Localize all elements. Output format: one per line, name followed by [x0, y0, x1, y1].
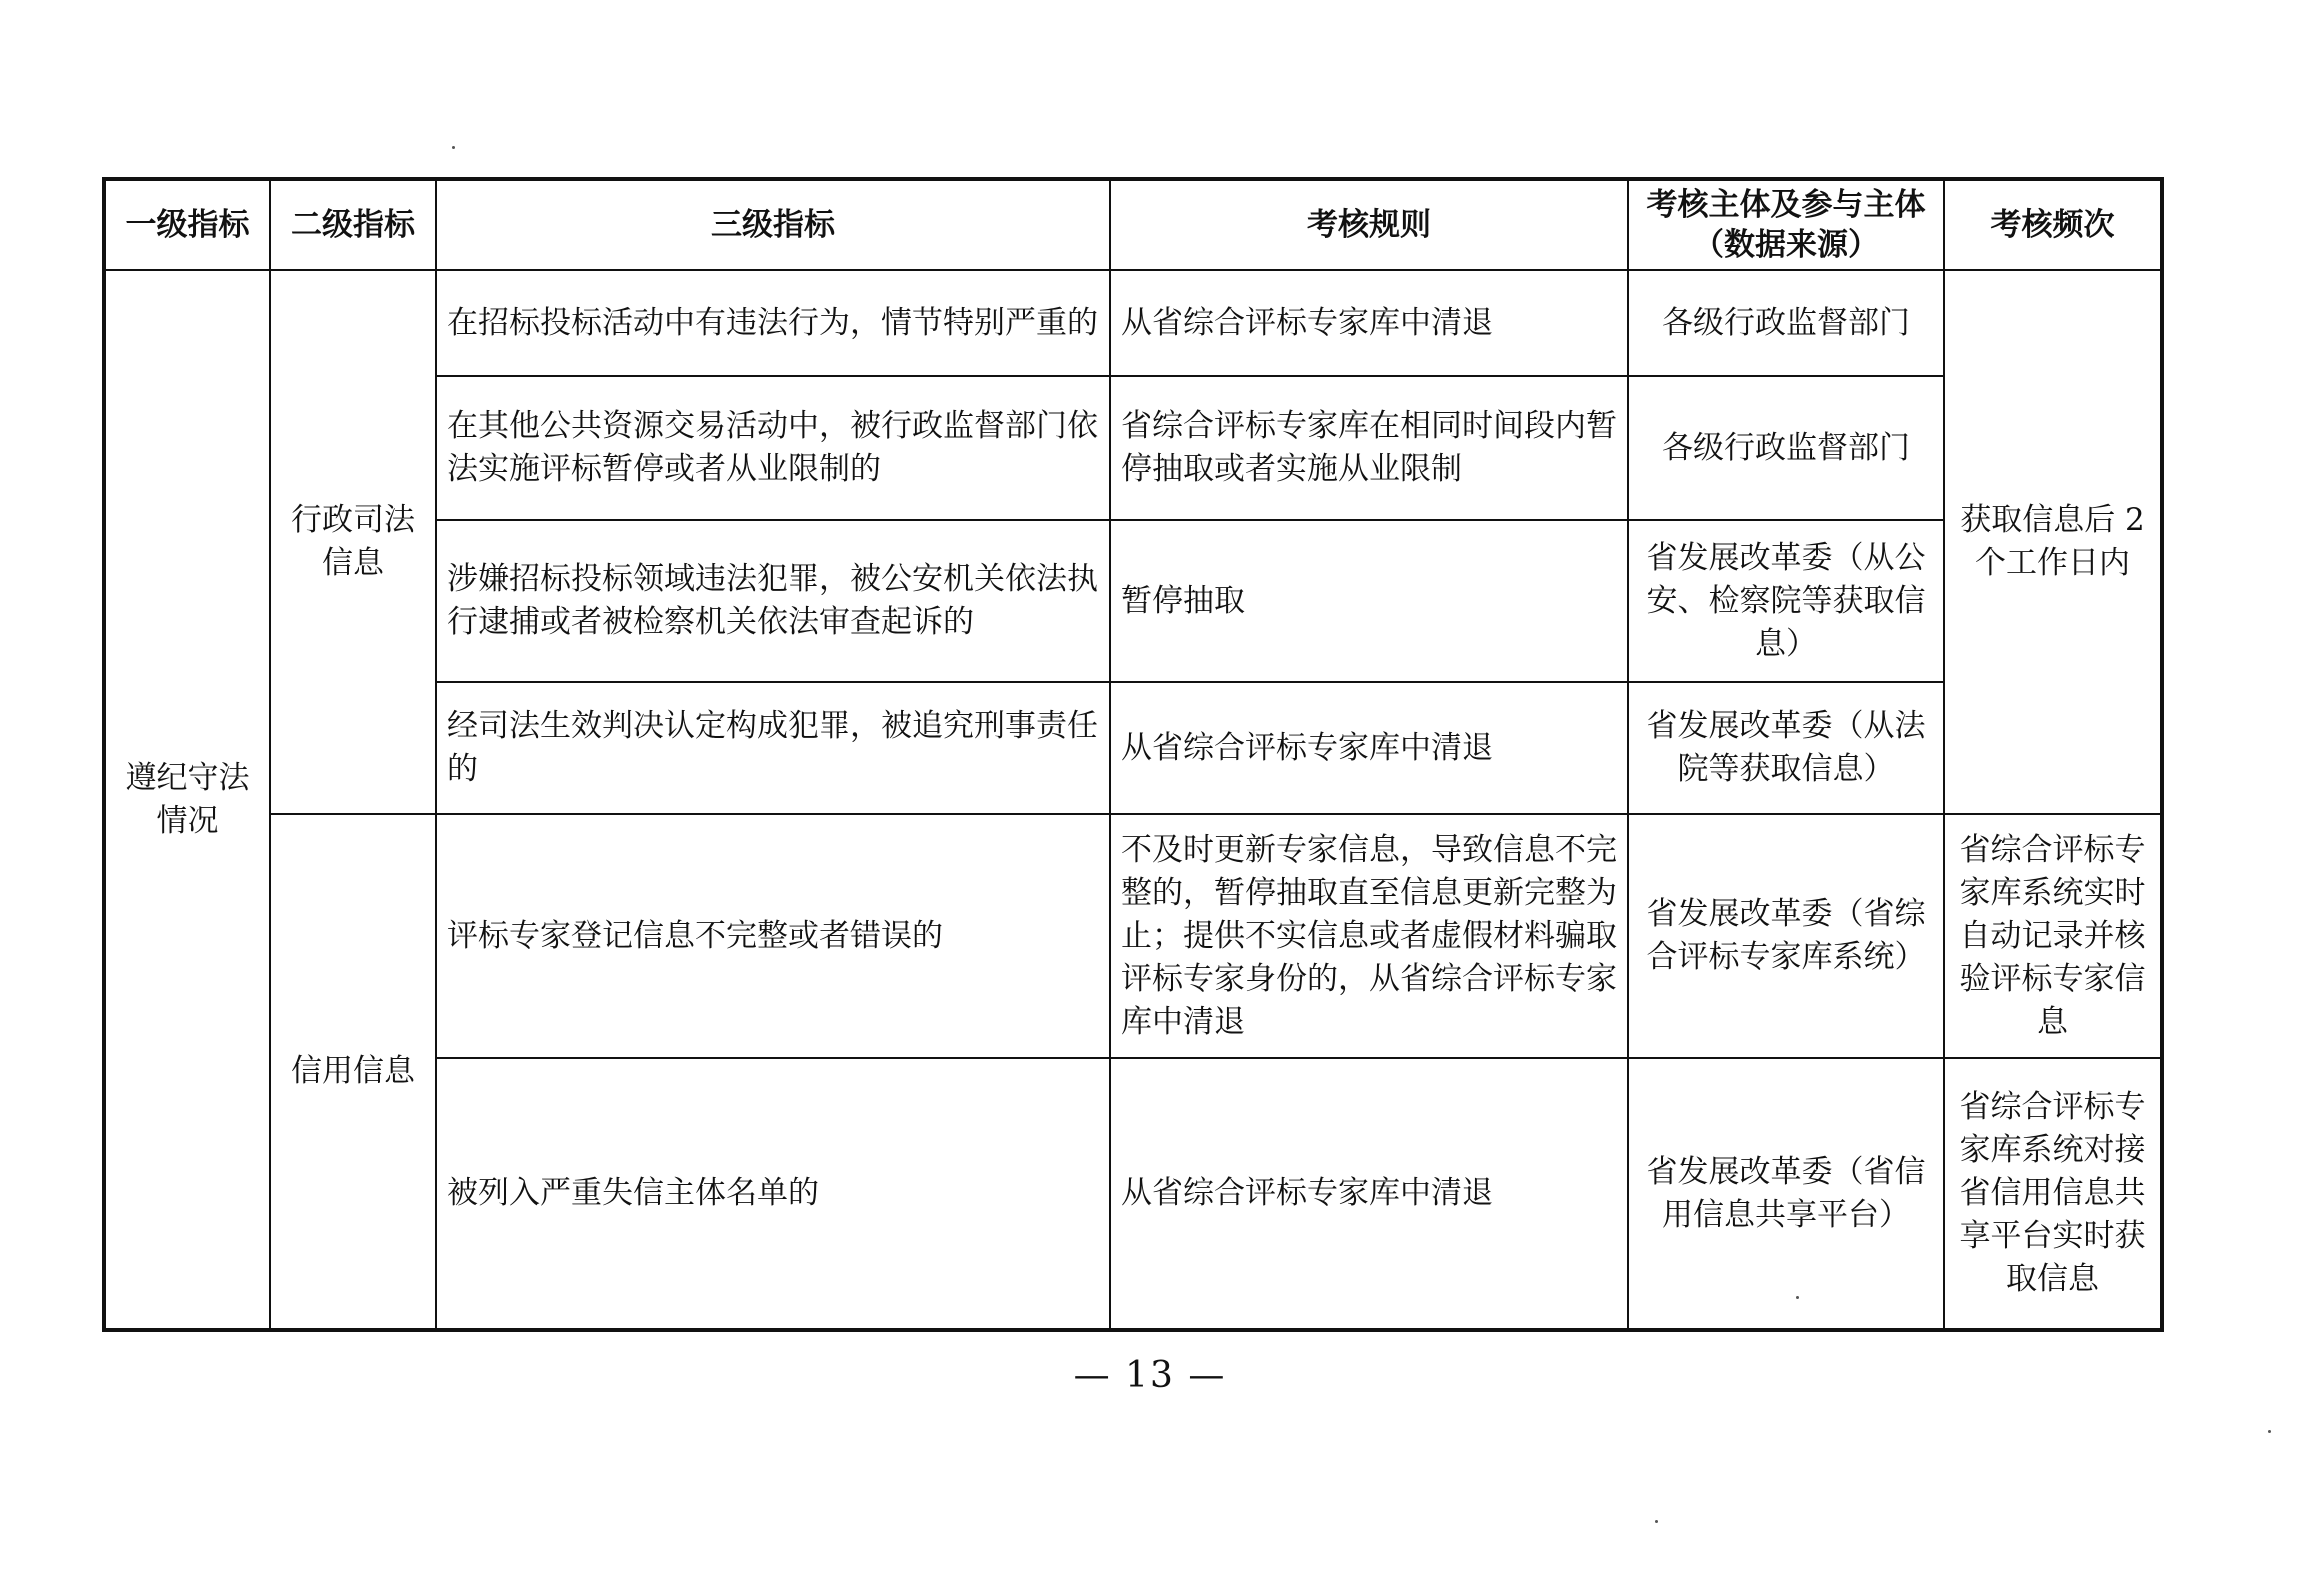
frequency-cell: 省综合评标专家库系统对接省信用信息共享平台实时获取信息 [1944, 1058, 2162, 1330]
subject-cell: 省发展改革委（从法院等获取信息） [1628, 682, 1944, 814]
scan-speck [1796, 1296, 1799, 1299]
subject-cell: 省发展改革委（省信用信息共享平台） [1628, 1058, 1944, 1330]
rule-cell: 从省综合评标专家库中清退 [1110, 682, 1628, 814]
page-number: — 13 — [1073, 1355, 1227, 1396]
level1-cell: 遵纪守法情况 [104, 270, 270, 1330]
header-frequency: 考核频次 [1944, 179, 2162, 270]
rule-cell: 不及时更新专家信息，导致信息不完整的，暂停抽取直至信息更新完整为止；提供不实信息或者虚假材料骗取评标专家身份的，从省综合评标专家库中清退 [1110, 814, 1628, 1058]
table-row [104, 270, 2162, 376]
rule-cell: 暂停抽取 [1110, 520, 1628, 682]
scan-speck [1655, 1520, 1658, 1523]
level3-cell: 涉嫌招标投标领域违法犯罪，被公安机关依法执行逮捕或者被检察机关依法审查起诉的 [436, 520, 1110, 682]
level3-cell: 在招标投标活动中有违法行为，情节特别严重的 [436, 270, 1110, 376]
header-rule: 考核规则 [1110, 179, 1628, 270]
level3-cell: 被列入严重失信主体名单的 [436, 1058, 1110, 1330]
rule-cell: 从省综合评标专家库中清退 [1110, 1058, 1628, 1330]
subject-cell: 各级行政监督部门 [1628, 376, 1944, 520]
subject-cell: 省发展改革委（从公安、检察院等获取信息） [1628, 520, 1944, 682]
subject-cell: 省发展改革委（省综合评标专家库系统） [1628, 814, 1944, 1058]
header-level1: 一级指标 [104, 179, 270, 270]
level3-cell: 经司法生效判决认定构成犯罪，被追究刑事责任的 [436, 682, 1110, 814]
header-subject: 考核主体及参与主体（数据来源） [1628, 179, 1944, 270]
header-level3: 三级指标 [436, 179, 1110, 270]
indicator-table [102, 177, 2164, 1332]
table-header-row [104, 179, 2162, 270]
scan-speck [452, 146, 455, 149]
subject-cell: 各级行政监督部门 [1628, 270, 1944, 376]
level2-cell-admin-judicial: 行政司法信息 [270, 270, 436, 814]
level3-cell: 评标专家登记信息不完整或者错误的 [436, 814, 1110, 1058]
rule-cell: 省综合评标专家库在相同时间段内暂停抽取或者实施从业限制 [1110, 376, 1628, 520]
header-level2: 二级指标 [270, 179, 436, 270]
frequency-cell: 省综合评标专家库系统实时自动记录并核验评标专家信息 [1944, 814, 2162, 1058]
rule-cell: 从省综合评标专家库中清退 [1110, 270, 1628, 376]
table-row [104, 814, 2162, 1058]
frequency-cell-admin-judicial: 获取信息后 2 个工作日内 [1944, 270, 2162, 814]
scan-speck [2268, 1430, 2271, 1433]
level3-cell: 在其他公共资源交易活动中，被行政监督部门依法实施评标暂停或者从业限制的 [436, 376, 1110, 520]
level2-cell-credit: 信用信息 [270, 814, 436, 1330]
